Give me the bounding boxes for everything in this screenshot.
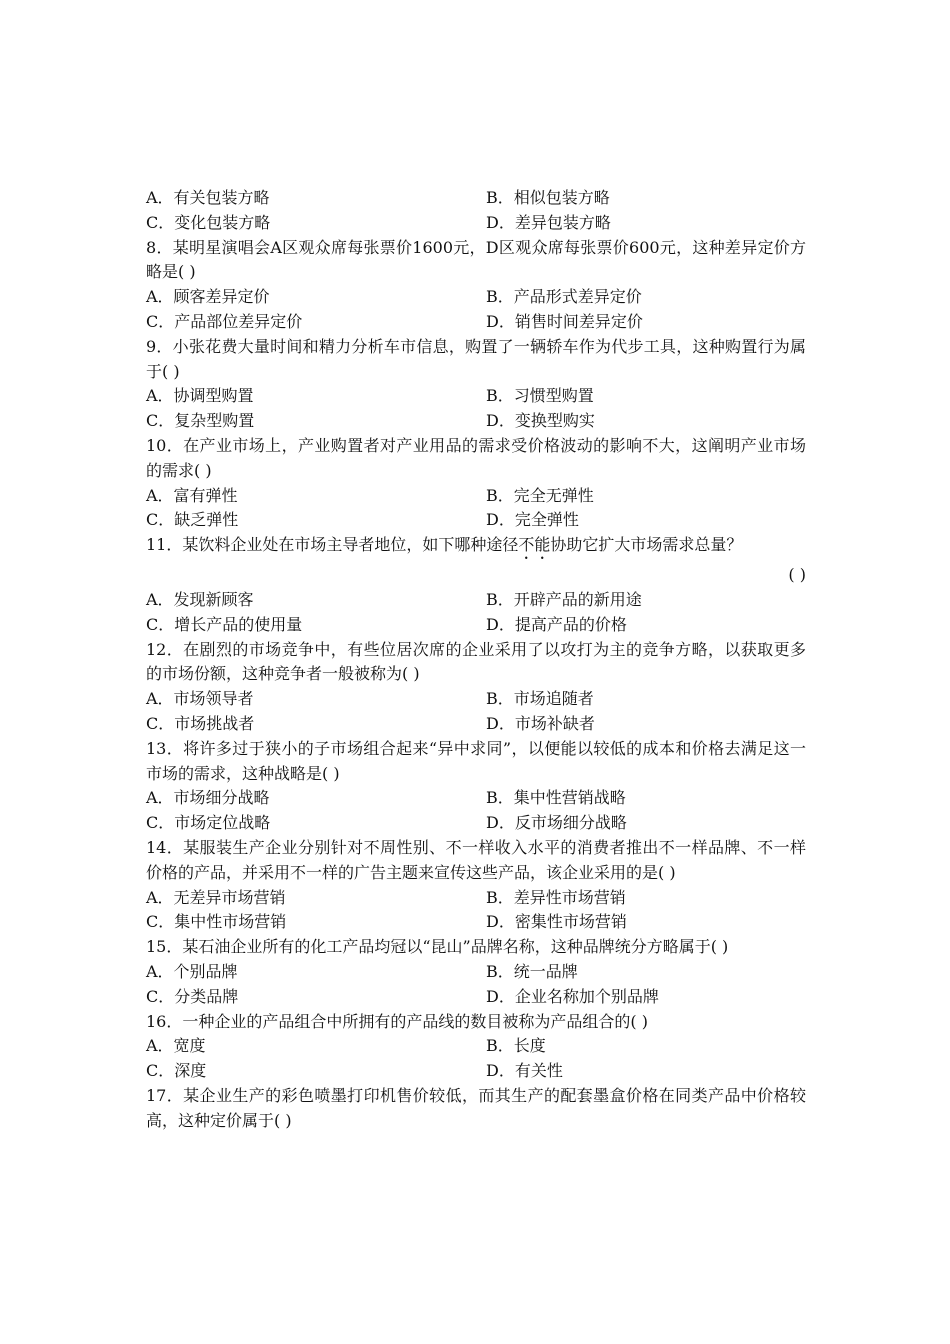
option-b: B．差异性市场营销 [486,887,626,907]
option-d: D．差异包装方略 [486,212,611,232]
option-b: B．市场追随者 [486,689,594,709]
option-row [146,960,806,985]
emphasized-text: 不能 [518,535,551,555]
option-a: A．市场领导者 [146,689,254,709]
question-10-stem: 10．在产业市场上，产业购置者对产业用品的需求受价格波动的影响不大，这阐明产业市场的需求( ) [146,435,806,480]
option-row [146,310,806,335]
option-a: A．市场细分战略 [146,788,270,808]
option-b: B．开辟产品的新用途 [486,589,642,609]
option-row [146,285,806,310]
option-a: A．顾客差异定价 [146,287,270,307]
option-row [146,1034,806,1059]
option-row [146,786,806,811]
question-11-stem [146,533,806,563]
option-c: C．变化包装方略 [146,212,271,232]
option-row [146,687,806,712]
option-a: A．发现新顾客 [146,589,254,609]
option-c: C．集中性市场营销 [146,912,287,932]
option-row [146,484,806,509]
question-9-stem: 9．小张花费大量时间和精力分析车市信息，购置了一辆轿车作为代步工具，这种购置行为属于( ) [146,336,806,381]
option-d: D．企业名称加个别品牌 [486,986,659,1006]
option-row [146,186,806,211]
option-a: A．个别品牌 [146,961,238,981]
option-row [146,613,806,638]
option-c: C．市场挑战者 [146,713,255,733]
option-c: C．深度 [146,1061,207,1081]
question-15-stem: 15．某石油企业所有的化工产品均冠以“昆山”品牌名称，这种品牌统分方略属于( ) [146,937,729,957]
option-row [146,712,806,737]
option-row [146,211,806,236]
question-17-stem: 17．某企业生产的彩色喷墨打印机售价较低，而其生产的配套墨盒价格在同类产品中价格较高，这种定价属于( ) [146,1085,806,1130]
option-d: D．销售时间差异定价 [486,311,643,331]
option-row [146,811,806,836]
option-a: A．宽度 [146,1036,206,1056]
option-row [146,409,806,434]
option-b: B．相似包装方略 [486,188,610,207]
option-a: A．富有弹性 [146,485,238,505]
option-row [146,886,806,911]
option-c: C．缺乏弹性 [146,510,239,530]
option-row [146,384,806,409]
option-c: C．增长产品的使用量 [146,614,303,634]
option-d: D．完全弹性 [486,510,579,530]
option-row [146,588,806,613]
option-b: B．统一品牌 [486,961,578,981]
exam-page [146,186,806,1133]
question-16-stem: 16．一种企业的产品组合中所拥有的产品线的数目被称为产品组合的( ) [146,1011,648,1031]
question-11-stem-text: 11．某饮料企业处在市场主导者地位，如下哪种途径 [146,535,519,555]
question-13-stem: 13．将许多过于狭小的子市场组合起来“异中求同”，以便能以较低的成本和价格去满足这一市场的需求，这种战略是( ) [146,738,806,783]
option-b: B．产品形式差异定价 [486,287,642,307]
option-a: A．协调型购置 [146,386,254,406]
option-b: B．长度 [486,1036,546,1056]
option-c: C．复杂型购置 [146,411,255,431]
option-c: C．产品部位差异定价 [146,311,303,331]
option-d: D．提高产品的价格 [486,614,627,634]
option-c: C．分类品牌 [146,986,239,1006]
question-11-stem-text: 协助它扩大市场需求总量？ [550,535,743,555]
option-d: D．密集性市场营销 [486,912,627,932]
option-a: A．无差异市场营销 [146,887,286,907]
option-a: A．有关包装方略 [146,188,270,207]
option-b: B．习惯型购置 [486,386,594,406]
option-b: B．集中性营销战略 [486,788,626,808]
answer-blank: ( ) [788,565,806,585]
option-row [146,1059,806,1084]
question-14-stem: 14．某服装生产企业分别针对不周性别、不一样收入水平的消费者推出不一样品牌、不一样价格的产品，并采用不一样的广告主题来宣传这些产品，该企业采用的是( ) [146,837,806,882]
question-12-stem: 12．在剧烈的市场竞争中，有些位居次席的企业采用了以攻打为主的竞争方略，以获取更多的市场份额，这种竞争者一般被称为( ) [146,639,806,684]
option-d: D．反市场细分战略 [486,813,627,833]
option-c: C．市场定位战略 [146,813,271,833]
option-b: B．完全无弹性 [486,485,594,505]
option-d: D．变换型购实 [486,411,595,431]
option-row [146,985,806,1010]
question-8-stem: 8．某明星演唱会A区观众席每张票价1600元，D区观众席每张票价600元，这种差异定价方略是( ) [146,237,806,282]
option-d: D．有关性 [486,1061,563,1081]
option-row [146,910,806,935]
option-d: D．市场补缺者 [486,713,595,733]
option-row [146,508,806,533]
